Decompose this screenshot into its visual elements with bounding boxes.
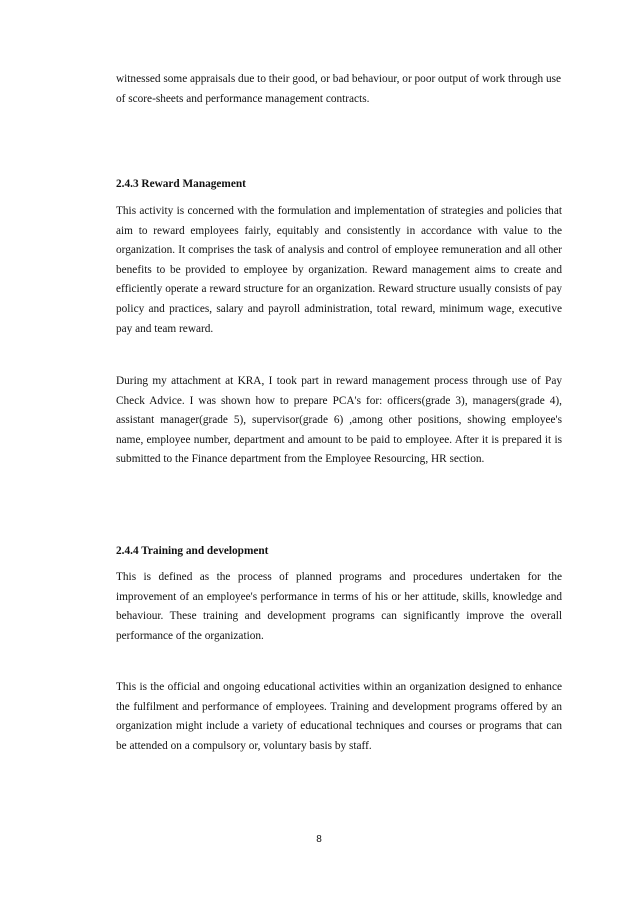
training-paragraph-1: This is defined as the process of planned programs and procedures undertaken for the improvement of an employee's performance in terms of his or her attitude, skills, knowledge and behaviour. These training and development programs can significantly improve the overall performance of the organization. (116, 571, 562, 642)
section-heading-training-development: 2.4.4 Training and development (116, 545, 269, 557)
intro-paragraph: witnessed some appraisals due to their good, or bad behaviour, or poor output of work through use of score-sheets and performance management contracts. (116, 73, 562, 105)
reward-management-paragraph-2: During my attachment at KRA, I took part in reward management process through use of Pay Check Advice. I was shown how to prepare PCA's for: officers(grade 3), managers(grade 4), assistant manager(grade 5), supervisor(grade 6) ,among other positions, showing employee's name, employee number, department and amount to be paid to employee. After it is prepared it is submitted to the Finance department from the Employee Resourcing, HR section. (116, 375, 562, 466)
training-paragraph-2: This is the official and ongoing educational activities within an organization designed to enhance the fulfilment and performance of employees. Training and development programs offered by an organization might include a variety of educational techniques and courses or programs that can be attended on a compulsory or, voluntary basis by staff. (116, 681, 562, 752)
page-number: 8 (316, 834, 322, 845)
reward-management-paragraph-1: This activity is concerned with the formulation and implementation of strategies and policies that aim to reward employees fairly, equitably and consistently in accordance with value to the organization. It comprises the task of analysis and control of employee remuneration and all other benefits to be provided to employee by organization. Reward management aims to create and efficiently operate a reward structure for an organization. Reward structure usually consists of pay policy and practices, salary and payroll administration, total reward, minimum wage, executive pay and team reward. (116, 205, 562, 335)
section-heading-reward-management: 2.4.3 Reward Management (116, 178, 246, 190)
